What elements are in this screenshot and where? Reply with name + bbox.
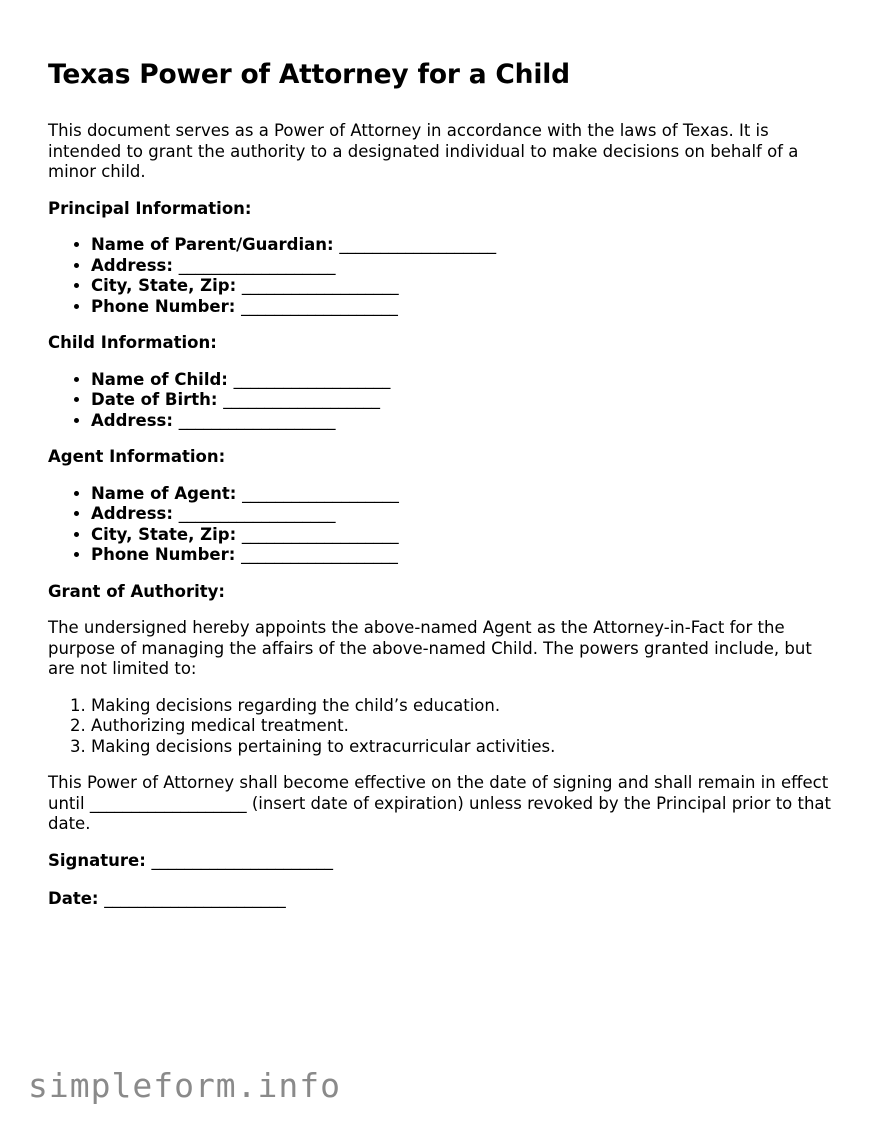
agent-heading: Agent Information:	[48, 447, 226, 466]
child-name-field	[91, 370, 838, 391]
fill-blank: ___________________	[178, 504, 336, 523]
agent-city-field	[91, 525, 838, 546]
signature-label: Signature:	[48, 850, 146, 870]
field-label: City, State, Zip:	[91, 276, 237, 295]
fill-blank: ___________________	[339, 235, 497, 254]
field-label: Address:	[91, 410, 173, 430]
fill-blank: ___________________	[178, 255, 336, 275]
principal-fields	[48, 235, 838, 317]
principal-address-field	[91, 256, 838, 277]
grant-paragraph: The undersigned hereby appoints the above-named Agent as the Attorney-in-Fact for the purpose of managing the affairs of the above-named Child. The powers granted include, but are not limited to:	[48, 618, 812, 678]
date-blank: ______________________	[104, 889, 286, 908]
fill-blank: ___________________	[233, 369, 391, 389]
date-label: Date:	[48, 889, 99, 908]
principal-phone-field	[91, 297, 838, 318]
document-title: Texas Power of Attorney for a Child	[48, 59, 570, 90]
agent-fields	[48, 484, 838, 566]
fill-blank: ___________________	[241, 524, 399, 544]
field-label: Address:	[91, 255, 173, 275]
powers-list	[48, 696, 838, 758]
field-label: Name of Parent/Guardian:	[91, 235, 334, 254]
field-label: Name of Child:	[91, 369, 228, 389]
effective-paragraph	[48, 773, 838, 835]
field-label: Date of Birth:	[91, 390, 218, 409]
child-dob-field	[91, 390, 838, 411]
agent-name-field	[91, 484, 838, 505]
power-item: 1. Making decisions regarding the child’s education.	[91, 696, 838, 717]
child-fields	[48, 370, 838, 432]
effective-text-after: (insert date of expiration) unless revoked by the Principal prior to that date.	[48, 793, 832, 833]
principal-heading: Principal Information:	[48, 198, 252, 218]
document-page	[48, 56, 838, 928]
field-label: Phone Number:	[91, 296, 236, 316]
date-line	[48, 889, 838, 910]
principal-city-field	[91, 276, 838, 297]
signature-blank: ______________________	[151, 850, 334, 870]
agent-address-field	[91, 504, 838, 525]
fill-blank: ___________________	[223, 390, 381, 409]
power-item: 3. Making decisions pertaining to extracurricular activities.	[91, 737, 838, 758]
grant-heading: Grant of Authority:	[48, 581, 225, 601]
signature-line	[48, 851, 838, 872]
field-label: Address:	[91, 504, 173, 523]
fill-blank: ___________________	[241, 545, 398, 564]
principal-name-field	[91, 235, 838, 256]
fill-blank: ___________________	[178, 410, 336, 430]
field-label: Name of Agent:	[91, 483, 237, 503]
field-label: Phone Number:	[91, 545, 236, 564]
child-address-field	[91, 411, 838, 432]
intro-paragraph: This document serves as a Power of Attorney in accordance with the laws of Texas. It is intended to grant the authority to a designated individual to make decisions on behalf of a minor child.	[48, 121, 799, 181]
effective-text-before: This Power of Attorney shall become effective on the date of signing and shall remain in effect until	[48, 773, 829, 813]
fill-blank: ___________________	[241, 296, 398, 316]
child-heading: Child Information:	[48, 333, 217, 352]
watermark-text: simpleform.info	[28, 1066, 342, 1105]
power-item: 2. Authorizing medical treatment.	[91, 716, 838, 737]
agent-phone-field	[91, 545, 838, 566]
fill-blank: ___________________	[242, 483, 399, 503]
expiration-blank: ___________________	[89, 793, 247, 813]
field-label: City, State, Zip:	[91, 524, 237, 544]
fill-blank: ___________________	[241, 276, 399, 295]
